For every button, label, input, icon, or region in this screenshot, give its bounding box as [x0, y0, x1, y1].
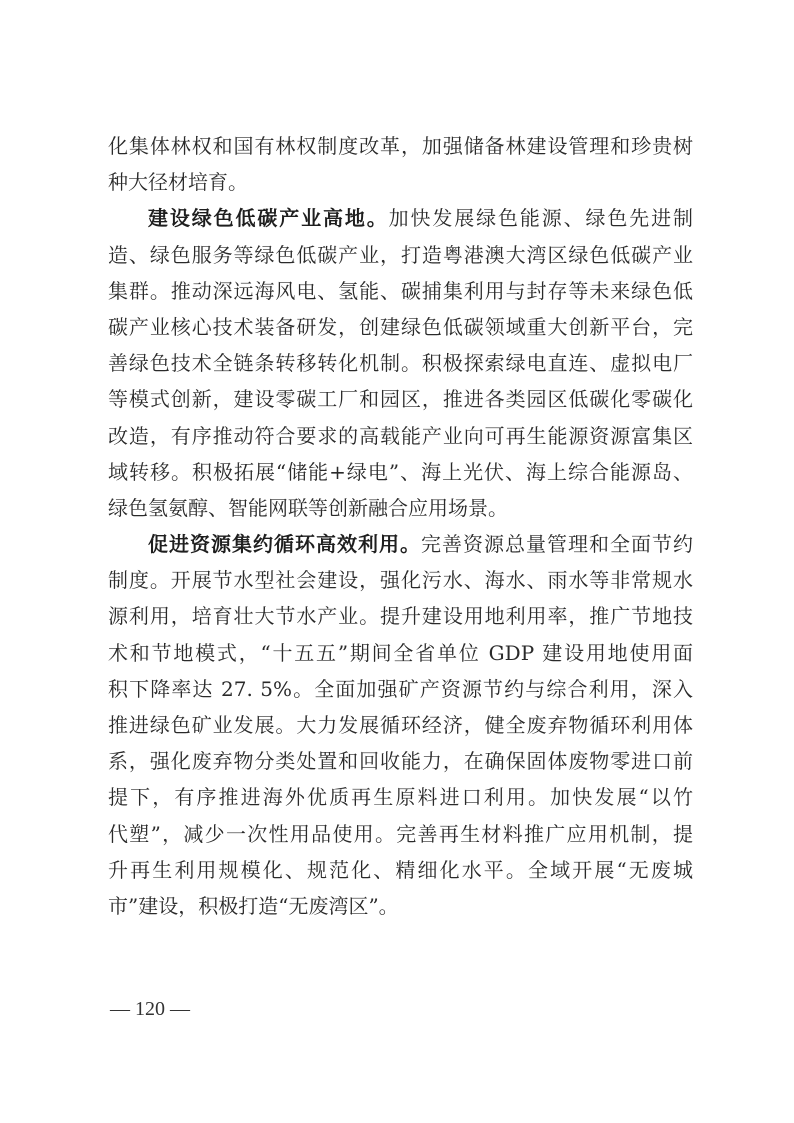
text-line: 升再生利用规模化、规范化、精细化水平。全域开展“无废城 — [108, 857, 693, 882]
text-line: 善绿色技术全链条转移转化机制。积极探索绿电直连、虚拟电厂 — [108, 351, 693, 376]
text-line: 造、绿色服务等绿色低碳产业，打造粤港澳大湾区绿色低碳产业 — [108, 242, 693, 267]
text-line: 绿色氢氨醇、智能网联等创新融合应用场景。 — [108, 495, 508, 520]
section-heading: 促进资源集约循环高效利用。 — [148, 532, 421, 557]
text-line: 术和节地模式，“十五五”期间全省单位 GDP 建设用地使用面 — [108, 640, 693, 665]
section-heading: 建设绿色低碳产业高地。 — [148, 206, 389, 231]
document-body — [108, 128, 693, 924]
paragraph-first-line — [108, 526, 693, 562]
text-line: 种大径材培育。 — [108, 170, 248, 195]
text-run: 加快发展绿色能源、绿色先进制 — [388, 206, 693, 231]
text-line: 集群。推动深远海风电、氢能、碳捕集利用与封存等未来绿色低 — [108, 278, 693, 303]
text-line: 系，强化废弃物分类处置和回收能力，在确保固体废物零进口前 — [108, 749, 693, 774]
text-line: 积下降率达 27. 5%。全面加强矿产资源节约与综合利用，深入 — [108, 676, 693, 701]
text-line: 源利用，培育壮大节水产业。提升建设用地利用率，推广节地技 — [108, 604, 693, 629]
text-line: 市”建设，积极打造“无废湾区”。 — [108, 893, 399, 918]
text-line: 碳产业核心技术装备研发，创建绿色低碳领域重大创新平台，完 — [108, 314, 693, 339]
text-line: 改造，有序推动符合要求的高载能产业向可再生能源资源富集区 — [108, 423, 693, 448]
text-line: 等模式创新，建设零碳工厂和园区，推进各类园区低碳化零碳化 — [108, 387, 693, 412]
text-line: 化集体林权和国有林权制度改革，加强储备林建设管理和珍贵树 — [108, 134, 693, 158]
text-line: 推进绿色矿业发展。大力发展循环经济，健全废弃物循环利用体 — [108, 713, 693, 737]
text-line: 域转移。积极拓展“储能+绿电”、海上光伏、海上综合能源岛、 — [108, 459, 693, 484]
paragraph-first-line — [108, 200, 693, 236]
text-line: 代塑”，减少一次性用品使用。完善再生材料推广应用机制，提 — [108, 821, 693, 846]
text-line: 制度。开展节水型社会建设，强化污水、海水、雨水等非常规水 — [108, 568, 693, 593]
page-number: — 120 — — [110, 998, 190, 1020]
text-run: 完善资源总量管理和全面节约 — [421, 532, 693, 557]
text-line: 提下，有序推进海外优质再生原料进口利用。加快发展“以竹 — [108, 785, 693, 810]
